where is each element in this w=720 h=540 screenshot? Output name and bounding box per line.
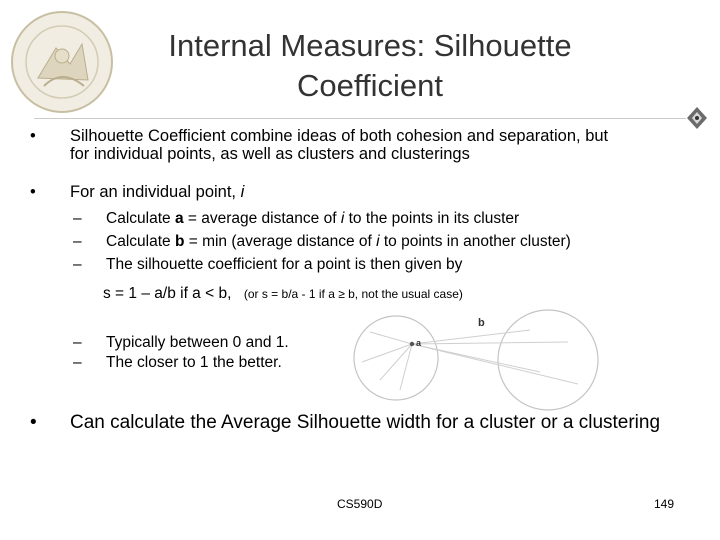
text: = min (average distance of xyxy=(184,233,377,250)
text: Calculate xyxy=(106,210,175,227)
silhouette-diagram xyxy=(340,302,610,412)
diagram-label-a: a xyxy=(416,338,422,348)
text: Typically between 0 and 1. xyxy=(106,334,289,351)
bullet-marker: • xyxy=(30,412,37,433)
university-seal-icon xyxy=(8,8,116,116)
title-divider xyxy=(34,118,686,119)
bullet-silhouette-definition xyxy=(30,127,620,163)
text: The closer to 1 the better. xyxy=(106,354,282,371)
footer-course: CS590D xyxy=(337,497,383,511)
title-line-2: Coefficient xyxy=(297,68,443,103)
sub-item-closer-better xyxy=(73,353,282,372)
slide-title xyxy=(130,26,610,106)
sub-marker: – xyxy=(73,233,82,250)
cluster-b-circle xyxy=(498,310,598,410)
silhouette-formula xyxy=(103,285,463,303)
bullet-variable: i xyxy=(240,183,245,201)
bullet-text: Silhouette Coefficient combine ideas of both cohesion and separation, but for individual points, as well as clusters and clusterings xyxy=(70,127,609,163)
var-a: a xyxy=(174,210,184,227)
bullet-marker: • xyxy=(30,183,36,201)
text: = average distance of xyxy=(183,210,341,227)
sub-marker: – xyxy=(73,334,82,351)
text: to the points in its cluster xyxy=(344,210,520,227)
sub-marker: – xyxy=(73,354,82,371)
sub-item-typical-range xyxy=(73,333,289,352)
cluster-a-circle xyxy=(354,316,438,400)
sub-marker: – xyxy=(73,256,82,273)
sub-item-calculate-b xyxy=(73,232,571,251)
diagram-label-b: b xyxy=(478,317,485,329)
decorative-glyph-icon xyxy=(683,104,711,132)
footer-page-number: 149 xyxy=(654,497,675,511)
var-i: i xyxy=(340,210,345,227)
bullet-marker: • xyxy=(30,127,36,145)
point-marker xyxy=(410,342,414,346)
bullet-text: Can calculate the Average Silhouette width for a cluster or a clustering xyxy=(70,412,661,433)
sub-marker: – xyxy=(73,210,82,227)
bullet-individual-point xyxy=(30,183,620,201)
formula-aside: (or s = b/a - 1 if a ≥ b, not the usual case) xyxy=(243,287,463,301)
distance-lines xyxy=(362,330,578,390)
formula-main: s = 1 – a/b if a < b, xyxy=(103,285,232,302)
sub-item-silhouette-given xyxy=(73,255,462,274)
bullet-text: For an individual point, xyxy=(70,183,241,201)
var-i: i xyxy=(376,233,380,250)
bullet-average-silhouette xyxy=(30,412,710,434)
sub-item-calculate-a xyxy=(73,209,519,228)
text: The silhouette coefficient for a point is then given by xyxy=(106,256,463,273)
text: Calculate xyxy=(106,233,175,250)
title-line-1: Internal Measures: Silhouette xyxy=(168,28,572,63)
text: to points in another cluster) xyxy=(379,233,571,250)
var-b: b xyxy=(174,233,185,250)
